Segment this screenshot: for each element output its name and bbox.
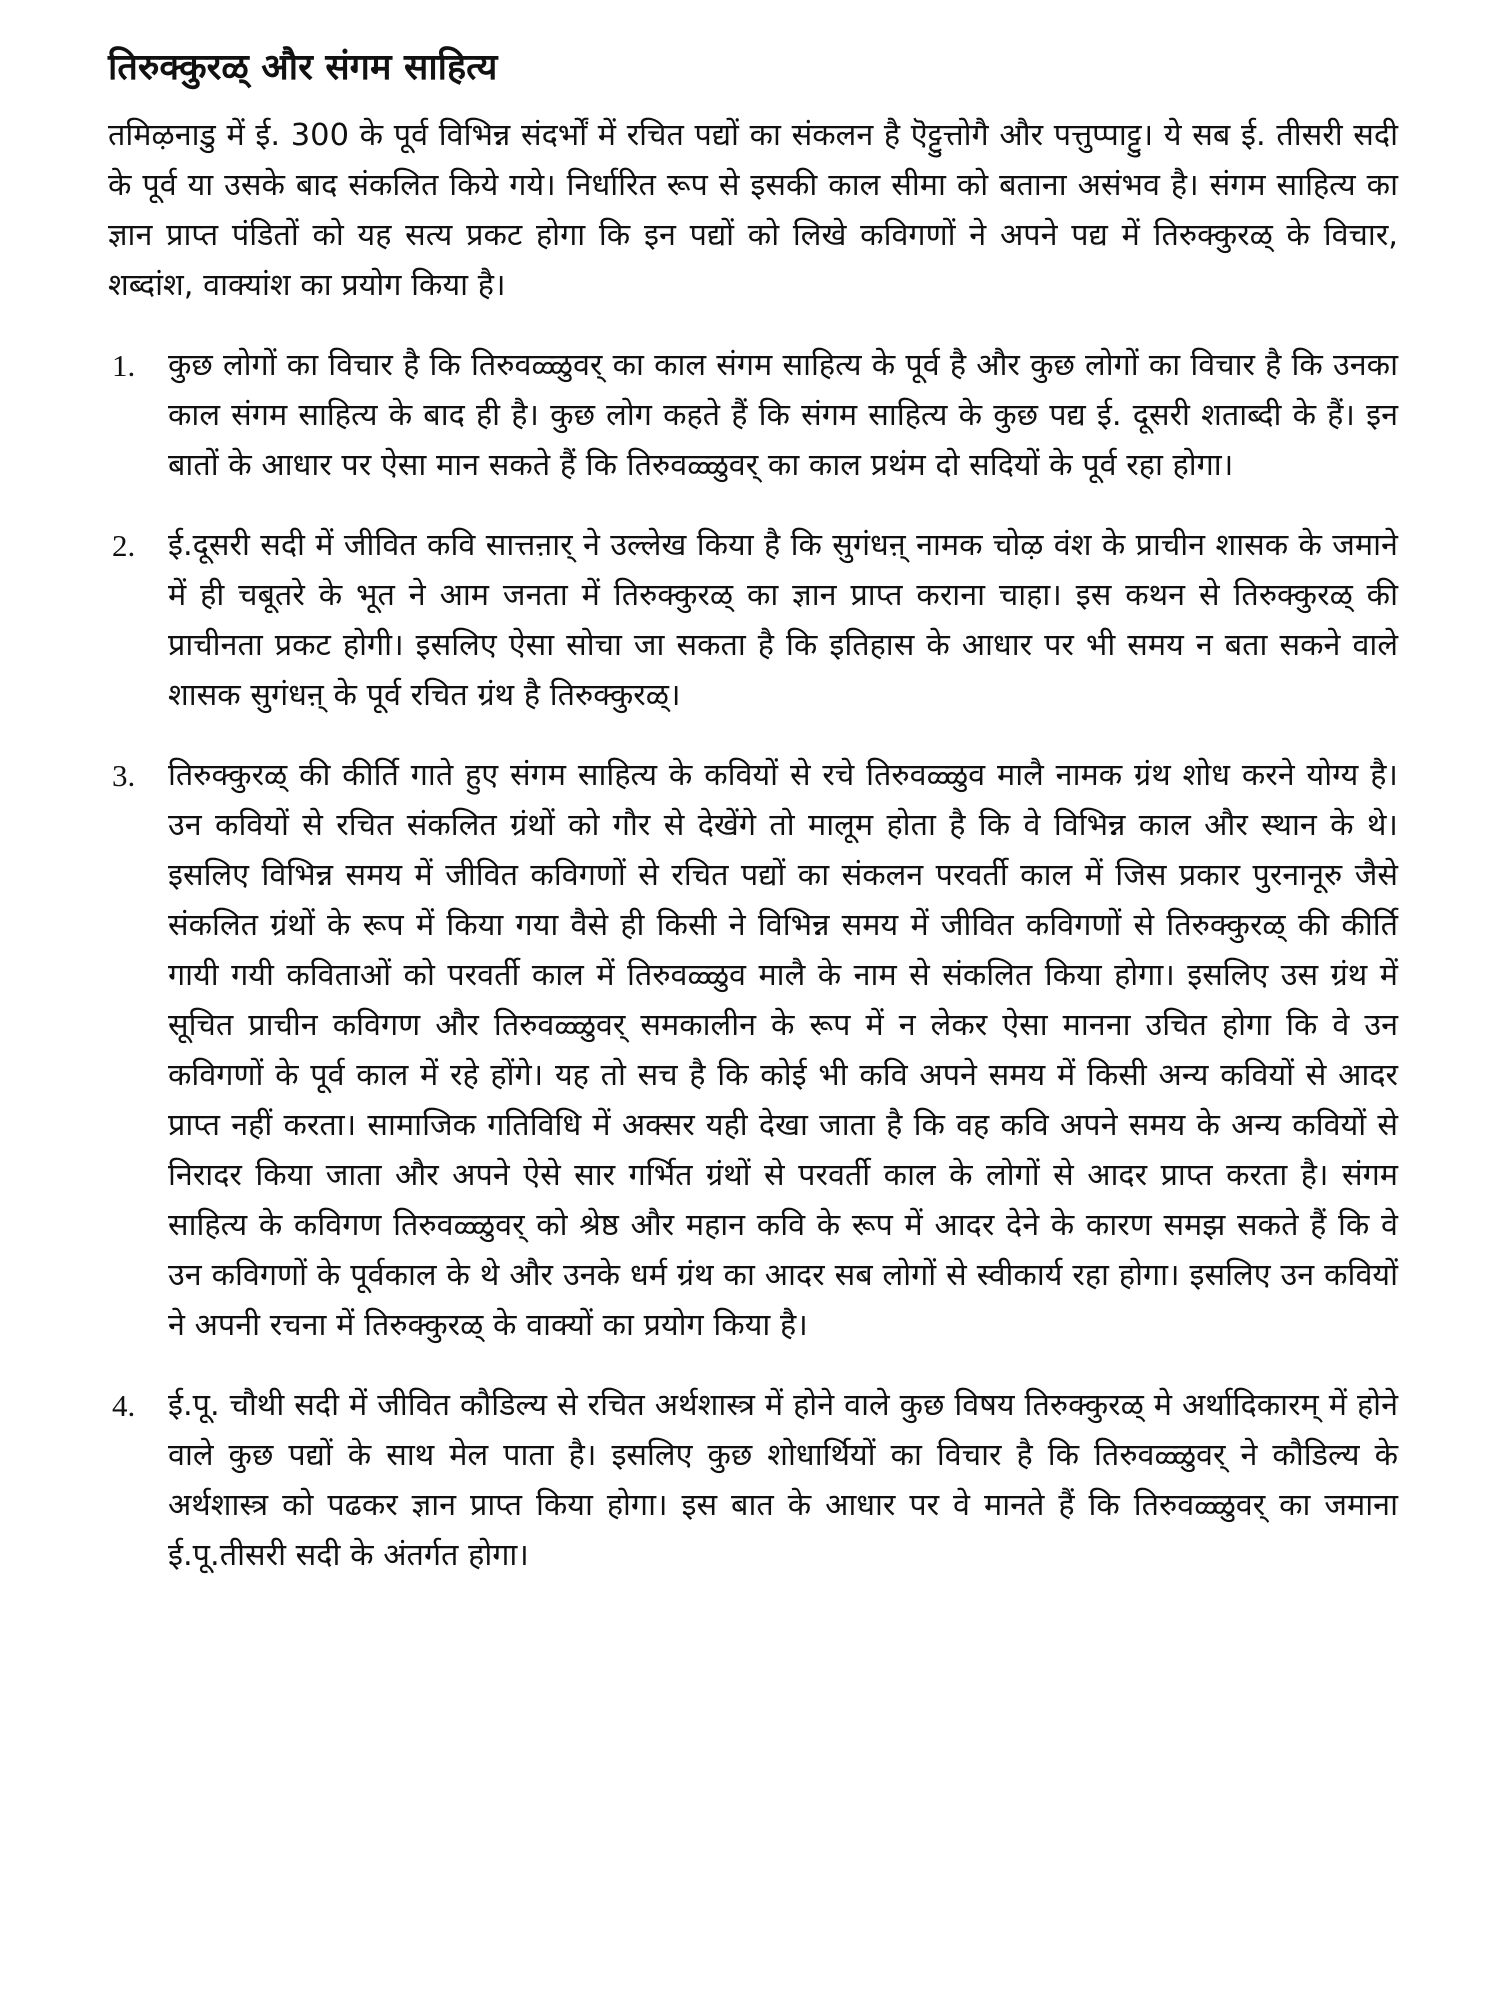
page-title: तिरुक्कुरळ् और संगम साहित्य <box>108 47 498 88</box>
list-item-1 <box>108 341 1398 491</box>
list-number: 4. <box>112 1387 136 1423</box>
list-item-text: कुछ लोगों का विचार है कि तिरुवळ्ळुवर् का काल संगम साहित्य के पूर्व है और कुछ लोगों का विचार है कि उनका काल संगम साहित्य के बाद ही है। कुछ लोग कहते हैं कि संगम साहित्य के कुछ पद्य ई. दूसरी शताब्दी के हैं। इन बातों के आधार पर ऐसा मान सकते हैं कि तिरुवळ्ळुवर् का काल प्रथंम दो सदियों के पूर्व रहा होगा। <box>168 347 1398 483</box>
list-item-2 <box>108 521 1398 721</box>
document-page <box>108 44 1398 1611</box>
list-number: 1. <box>112 347 136 383</box>
list-item-text: तिरुक्कुरळ् की कीर्ति गाते हुए संगम साहित्य के कवियों से रचे तिरुवळ्ळुव मालै नामक ग्रंथ शोध करने योग्य है। उन कवियों से रचित संकलित ग्रंथों को गौर से देखेंगे तो मालूम होता है कि वे विभिन्न काल और स्थान के थे। इसलिए विभिन्न समय में जीवित कविगणों से रचित पद्यों का संकलन परवर्ती काल में जिस प्रकार पुरनानूरु जैसे संकलित ग्रंथों के रूप में किया गया वैसे ही किसी ने विभिन्न समय में जीवित कविगणों से तिरुक्कुरळ् की कीर्ति गायी गयी कविताओं को परवर्ती काल में तिरुवळ्ळुव मालै के नाम से संकलित किया होगा। इसलिए उस ग्रंथ में सूचित प्राचीन कविगण और तिरुवळ्ळुवर् समकालीन के रूप में न लेकर ऐसा मानना उचित होगा कि वे उन कविगणों के पूर्व काल में रहे होंगे। यह तो सच है कि कोई भी कवि अपने समय में किसी अन्य कवियों से आदर प्राप्त नहीं करता। सामाजिक गतिविधि में अक्सर यही देखा जाता है कि वह कवि अपने समय के अन्य कवियों से निरादर किया जाता और अपने ऐसे सार गर्भित ग्रंथों से परवर्ती काल के लोगों से आदर प्राप्त करता है। संगम साहित्य के कविगण तिरुवळ्ळुवर् को श्रेष्ठ और महान कवि के रूप में आदर देने के कारण समझ सकते हैं कि वे उन कविगणों के पूर्वकाल के थे और उनके धर्म ग्रंथ का आदर सब लोगों से स्वीकार्य रहा होगा। इसलिए उन कवियों ने अपनी रचना में तिरुक्कुरळ् के वाक्यों का प्रयोग किया है। <box>168 757 1398 1343</box>
list-item-text: ई.दूसरी सदी में जीवित कवि सात्तऩार् ने उल्लेख किया है कि सुगंधऩ् नामक चोऴ वंश के प्राचीन शासक के जमाने में ही चबूतरे के भूत ने आम जनता में तिरुक्कुरळ् का ज्ञान प्राप्त कराना चाहा। इस कथन से तिरुक्कुरळ् की प्राचीनता प्रकट होगी। इसलिए ऐसा सोचा जा सकता है कि इतिहास के आधार पर भी समय न बता सकने वाले शासक सुगंधऩ् के पूर्व रचित ग्रंथ है तिरुक्कुरळ्। <box>168 527 1398 713</box>
list-number: 3. <box>112 757 136 793</box>
list-item-text: ई.पू. चौथी सदी में जीवित कौडिल्य से रचित अर्थशास्त्र में होने वाले कुछ विषय तिरुक्कुरळ् मे अर्थादिकारम् में होने वाले कुछ पद्यों के साथ मेल पाता है। इसलिए कुछ शोधार्थियों का विचार है कि तिरुवळ्ळुवर् ने कौडिल्य के अर्थशास्त्र को पढकर ज्ञान प्राप्त किया होगा। इस बात के आधार पर वे मानते हैं कि तिरुवळ्ळुवर् का जमाना ई.पू.तीसरी सदी के अंतर्गत होगा। <box>168 1387 1398 1573</box>
list-number: 2. <box>112 527 136 563</box>
intro-paragraph: तमिऴनाडु में ई. 300 के पूर्व विभिन्न संदर्भों में रचित पद्यों का संकलन है ऎट्टुत्तोगै और पत्तुप्पाट्टु। ये सब ई. तीसरी सदी के पूर्व या उसके बाद संकलित किये गये। निर्धारित रूप से इसकी काल सीमा को बताना असंभव है। संगम साहित्य का ज्ञान प्राप्त पंडितों को यह सत्य प्रकट होगा कि इन पद्यों को लिखे कविगणों ने अपने पद्य में तिरुक्कुरळ् के विचार, शब्दांश, वाक्यांश का प्रयोग किया है। <box>108 117 1398 303</box>
list-item-4 <box>108 1381 1398 1581</box>
list-item-3 <box>108 751 1398 1351</box>
numbered-list <box>108 341 1398 1581</box>
